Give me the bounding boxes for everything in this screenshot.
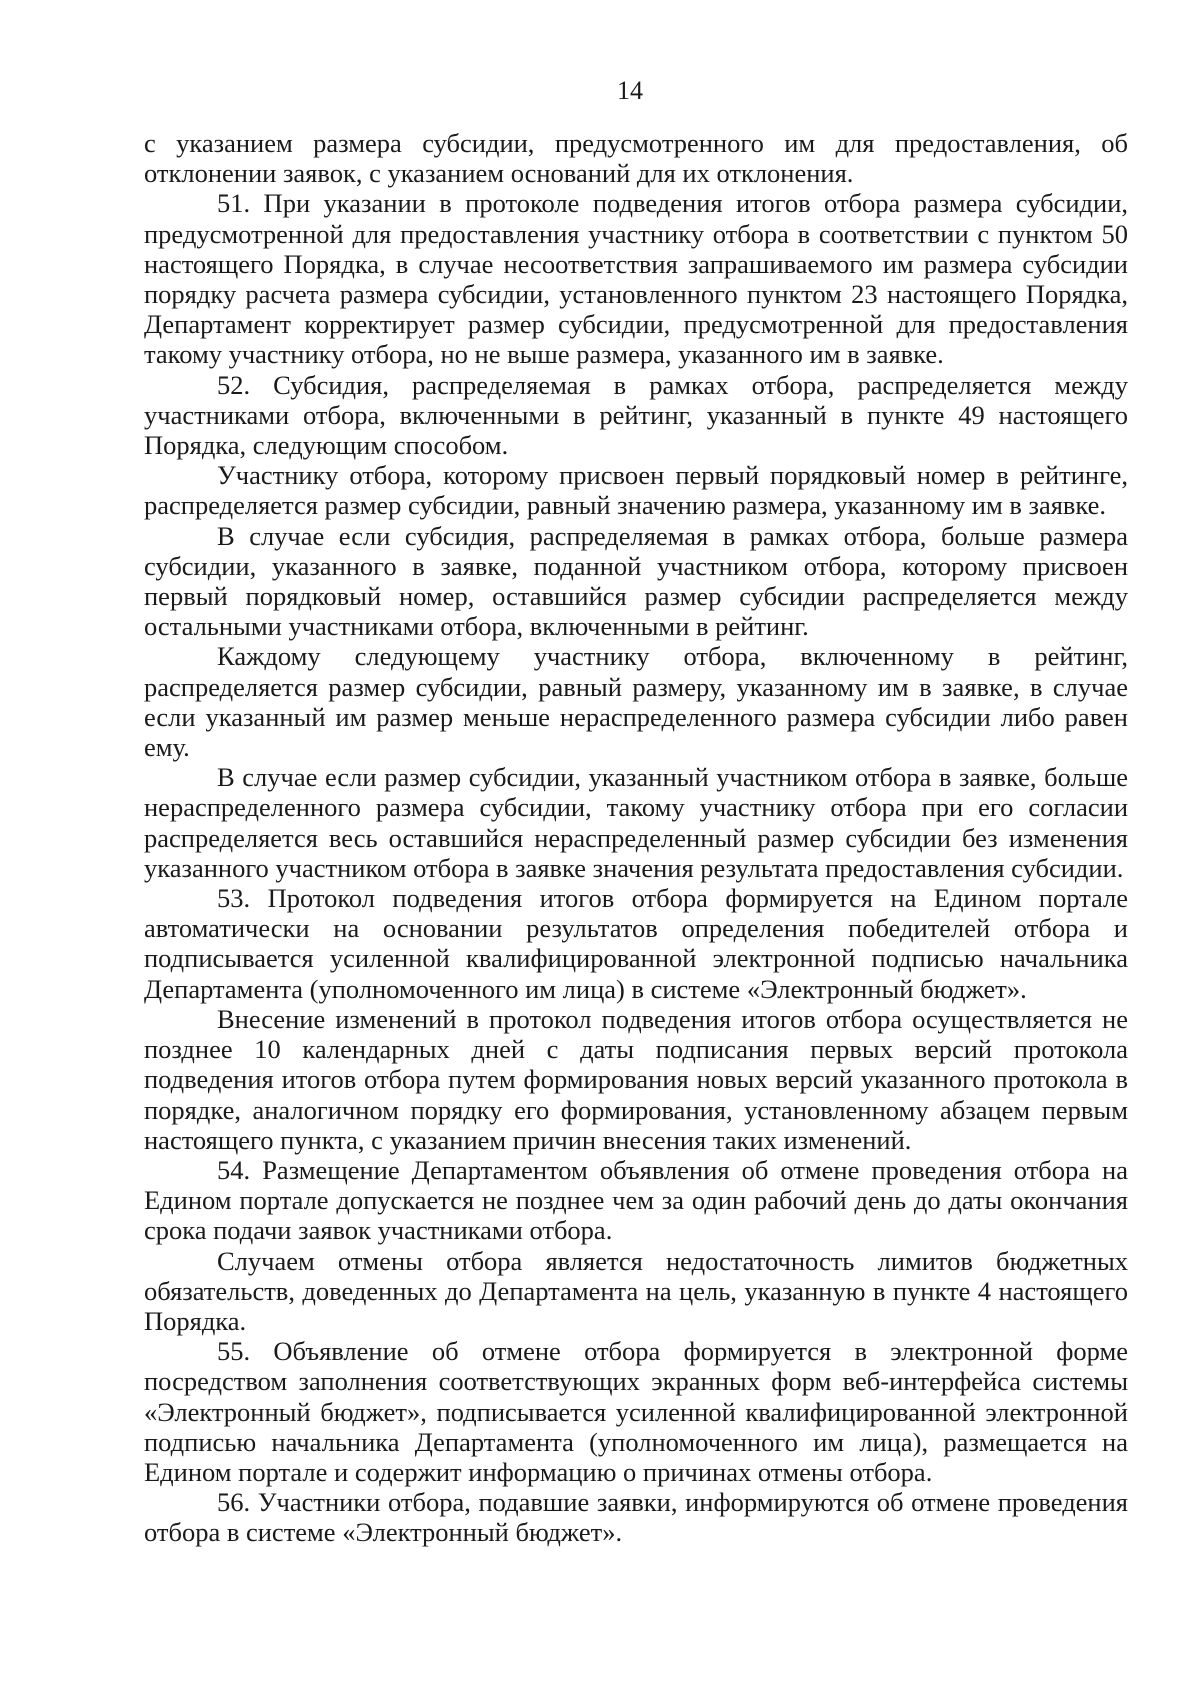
paragraph-item-54: 54. Размещение Департаментом объявления об отмене проведения отбора на Едином портале допускается не позднее чем за один рабочий день до даты окончания срока подачи заявок участниками отбора. bbox=[144, 1154, 1128, 1246]
paragraph-item-53: 53. Протокол подведения итогов отбора формируется на Едином портале автоматически на основании результатов определения победителей отбора и подписывается усиленной квалифицированной электронной подписью начальника Департамента (уполномоченного им лица) в системе «Электронный бюджет». bbox=[144, 883, 1128, 1004]
page-number: 14 bbox=[617, 76, 643, 105]
paragraph-item-52: 52. Субсидия, распределяемая в рамках отбора, распределяется между участниками отбора, включенными в рейтинг, указанный в пункте 49 настоящего Порядка, следующим способом. bbox=[144, 369, 1128, 461]
paragraph-item-56: 56. Участники отбора, подавшие заявки, информируются об отмене проведения отбора в системе «Электронный бюджет». bbox=[144, 1487, 1128, 1548]
paragraph-continuation: с указанием размера субсидии, предусмотренного им для предоставления, об отклонении заявок, с указанием оснований для их отклонения. bbox=[144, 128, 1128, 189]
paragraph: Внесение изменений в протокол подведения итогов отбора осуществляется не позднее 10 календарных дней с даты подписания первых версий протокола подведения итогов отбора путем формирования новых версий указанного протокола в порядке, аналогичном порядку его формирования, установленному абзацем первым настоящего пункта, с указанием причин внесения таких изменений. bbox=[144, 1003, 1128, 1155]
paragraph: Случаем отмены отбора является недостаточность лимитов бюджетных обязательств, доведенных до Департамента на цель, указанную в пункте 4 настоящего Порядка. bbox=[144, 1245, 1128, 1336]
paragraph: В случае если субсидия, распределяемая в рамках отбора, больше размера субсидии, указанного в заявке, поданной участником отбора, которому присвоен первый порядковый номер, оставшийся размер субсидии распределяется между остальными участниками отбора, включенными в рейтинг. bbox=[144, 520, 1128, 642]
document-body bbox=[144, 128, 1128, 1548]
paragraph: Участнику отбора, которому присвоен первый порядковый номер в рейтинге, распределяется размер субсидии, равный значению размера, указанному им в заявке. bbox=[144, 460, 1128, 521]
paragraph-item-51: 51. При указании в протоколе подведения итогов отбора размера субсидии, предусмотренной для предоставления участнику отбора в соответствии с пунктом 50 настоящего Порядка, в случае несоответствия запрашиваемого им размера субсидии порядку расчета размера субсидии, установленного пунктом 23 настоящего Порядка, Департамент корректирует размер субсидии, предусмотренной для предоставления такому участнику отбора, но не выше размера, указанного им в заявке. bbox=[144, 188, 1128, 370]
paragraph: В случае если размер субсидии, указанный участником отбора в заявке, больше нераспределенного размера субсидии, такому участнику отбора при его согласии распределяется весь оставшийся нераспределенный размер субсидии без изменения указанного участником отбора в заявке значения результата предоставления субсидии. bbox=[144, 762, 1128, 883]
paragraph-item-55: 55. Объявление об отмене отбора формируется в электронной форме посредством заполнения соответствующих экранных форм веб-интерфейса системы «Электронный бюджет», подписывается усиленной квалифицированной электронной подписью начальника Департамента (уполномоченного им лица), размещается на Едином портале и содержит информацию о причинах отмены отбора. bbox=[144, 1336, 1128, 1487]
paragraph: Каждому следующему участнику отбора, включенному в рейтинг, распределяется размер субсидии, равный размеру, указанному им в заявке, в случае если указанный им размер меньше нераспределенного размера субсидии либо равен ему. bbox=[144, 641, 1128, 763]
